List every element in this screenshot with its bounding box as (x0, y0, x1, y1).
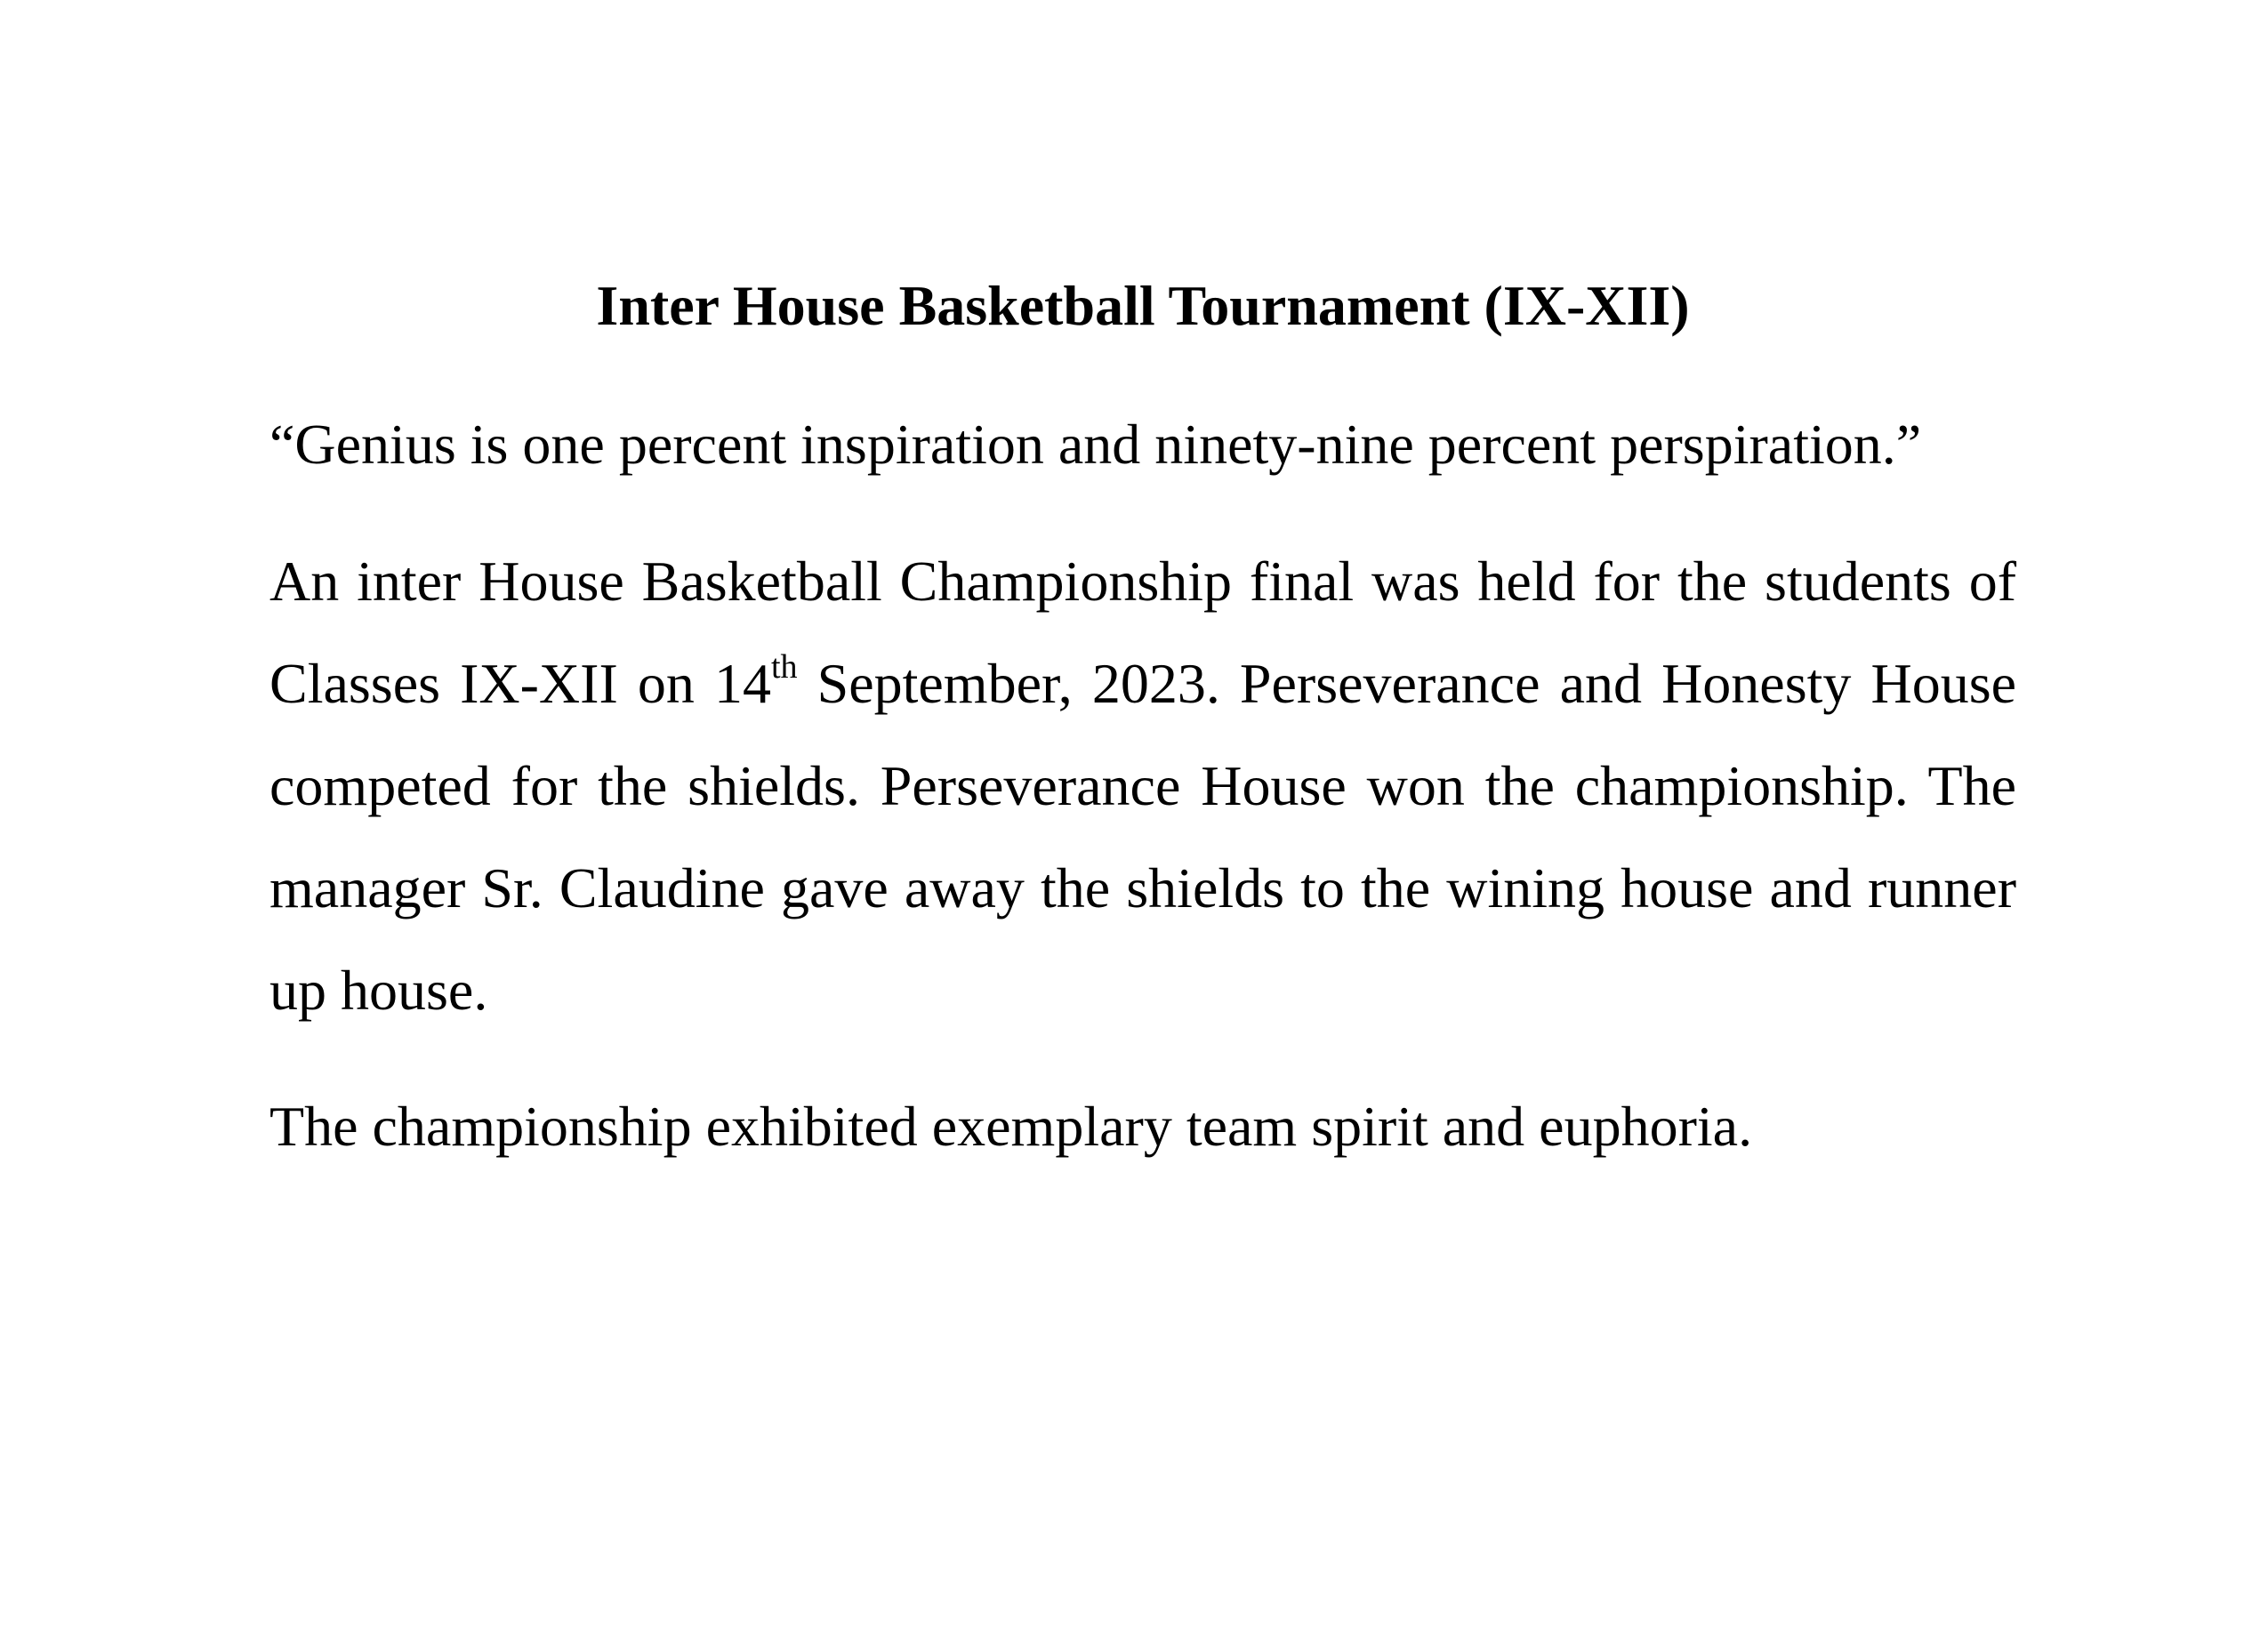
report-paragraph (269, 530, 2016, 1041)
ordinal-suffix: th (770, 648, 798, 686)
document-body (269, 267, 2016, 1166)
report-text-end: September, 2023. Perseverance and Honesty House competed for the shields. Perseverance House won the championship. The manager Sr. Claudine gave away the shields to the wining house and runner up house. (269, 652, 2017, 1022)
document-title: Inter House Basketball Tournament (IX-XII) (596, 274, 1690, 337)
closing-paragraph: The championship exhibited exemplary team spirit and euphoria. (269, 1095, 1753, 1158)
report-text-start: An inter House Basketball Championship final was held for the students of Classes IX-XII on 14 (269, 550, 2016, 715)
quote-text: “Genius is one percent inspiration and ninety-nine percent perspiration.” (269, 413, 1922, 476)
